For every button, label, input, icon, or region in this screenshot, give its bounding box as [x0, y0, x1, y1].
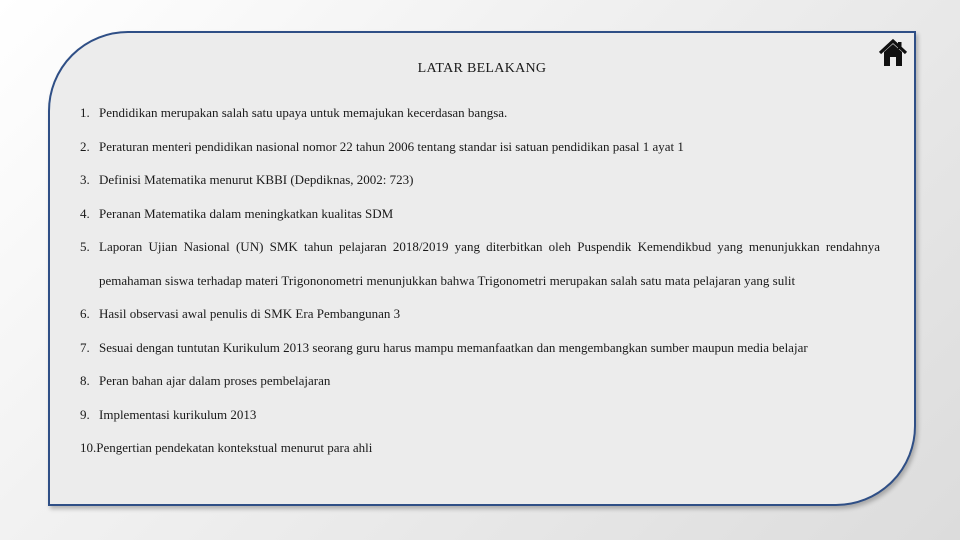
- slide-title: LATAR BELAKANG: [417, 61, 547, 76]
- list-item: [80, 297, 880, 331]
- list-item-text: Definisi Matematika menurut KBBI (Depdiknas, 2002: 723): [99, 172, 414, 187]
- list-item-number: 1.: [80, 105, 90, 120]
- list-item-text: Peran bahan ajar dalam proses pembelajaran: [99, 373, 331, 388]
- list-item-number: 7.: [80, 339, 90, 355]
- list-item-text: Peraturan menteri pendidikan nasional nomor 22 tahun 2006 tentang standar isi satuan pendidikan pasal 1 ayat 1: [99, 138, 684, 154]
- list-item: [80, 431, 880, 465]
- home-button[interactable]: [878, 38, 908, 68]
- list-item-number: 8.: [80, 373, 90, 388]
- list-item: [80, 197, 880, 231]
- list-item-number: 9.: [80, 406, 90, 422]
- list-item: [80, 96, 880, 130]
- list-item-number: 5.: [80, 239, 90, 254]
- list-item: [80, 364, 880, 398]
- list-item: [80, 331, 880, 365]
- list-item-number: 6.: [80, 306, 90, 321]
- list-item-number: 2.: [80, 138, 90, 154]
- list-item-text: Implementasi kurikulum 2013: [99, 406, 257, 422]
- list-item-text: Peranan Matematika dalam meningkatkan kualitas SDM: [99, 205, 394, 221]
- list-item: [80, 130, 880, 164]
- list-item: [80, 163, 880, 197]
- list-item-number: 10.: [80, 440, 97, 455]
- list-item-text: Laporan Ujian Nasional (UN) SMK tahun pelajaran 2018/2019 yang diterbitkan oleh Puspendik Kemendikbud yang menunjukkan rendahnya pemahaman siswa terhadap materi Trigononometri menunjukkan bahwa Trigonometri merupakan salah satu mata pelajaran yang sulit: [99, 239, 880, 288]
- list-item-text: Pengertian pendekatan kontekstual menurut para ahli: [96, 440, 373, 455]
- list-item: [80, 398, 880, 432]
- list-item-number: 3.: [80, 172, 90, 187]
- list-item-number: 4.: [80, 205, 90, 221]
- list-item-text: Sesuai dengan tuntutan Kurikulum 2013 seorang guru harus mampu memanfaatkan dan mengembangkan sumber maupun media belajar: [99, 339, 808, 355]
- content-card: [48, 31, 916, 506]
- list-item-text: Pendidikan merupakan salah satu upaya untuk memajukan kecerdasan bangsa.: [99, 105, 508, 120]
- background-list: [80, 96, 880, 465]
- list-item-text: Hasil observasi awal penulis di SMK Era Pembangunan 3: [99, 306, 401, 321]
- home-icon: [878, 38, 908, 68]
- list-item: [80, 230, 880, 297]
